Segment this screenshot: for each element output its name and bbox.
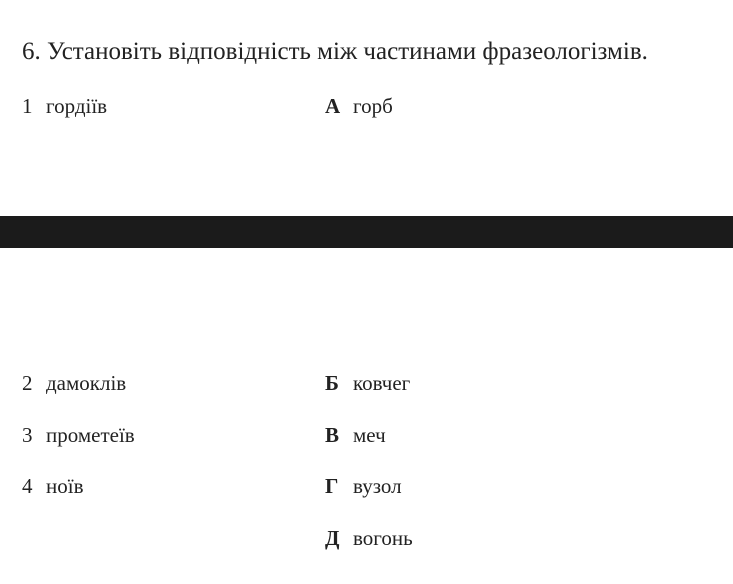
right-item-g [325, 473, 402, 499]
left-item-text: прометеїв [46, 423, 135, 447]
right-item-letter: Б [325, 371, 339, 395]
right-item-text: ковчег [353, 371, 411, 395]
right-item-letter: В [325, 423, 340, 447]
question-title: 6. Установіть відповідність між частинами фразеологізмів. [22, 38, 648, 65]
left-item-3 [22, 422, 135, 448]
right-item-letter: Г [325, 474, 339, 498]
right-item-text: вогонь [353, 526, 413, 550]
left-item-number: 2 [22, 371, 33, 395]
right-item-letter: Д [325, 526, 340, 550]
right-item-text: вузол [353, 474, 402, 498]
left-item-4 [22, 473, 84, 499]
left-item-2 [22, 370, 126, 396]
left-item-text: ноїв [46, 474, 84, 498]
left-item-text: дамоклів [46, 371, 127, 395]
right-item-letter: А [325, 94, 341, 118]
right-item-text: горб [353, 94, 393, 118]
left-item-1 [22, 93, 107, 119]
redaction-bar [0, 216, 733, 248]
right-item-b [325, 370, 410, 396]
left-item-number: 4 [22, 474, 33, 498]
left-item-number: 1 [22, 94, 33, 118]
right-item-a [325, 93, 393, 119]
left-item-text: гордіїв [46, 94, 108, 118]
right-item-v [325, 422, 386, 448]
left-item-number: 3 [22, 423, 33, 447]
right-item-text: меч [353, 423, 386, 447]
right-item-d [325, 525, 413, 551]
